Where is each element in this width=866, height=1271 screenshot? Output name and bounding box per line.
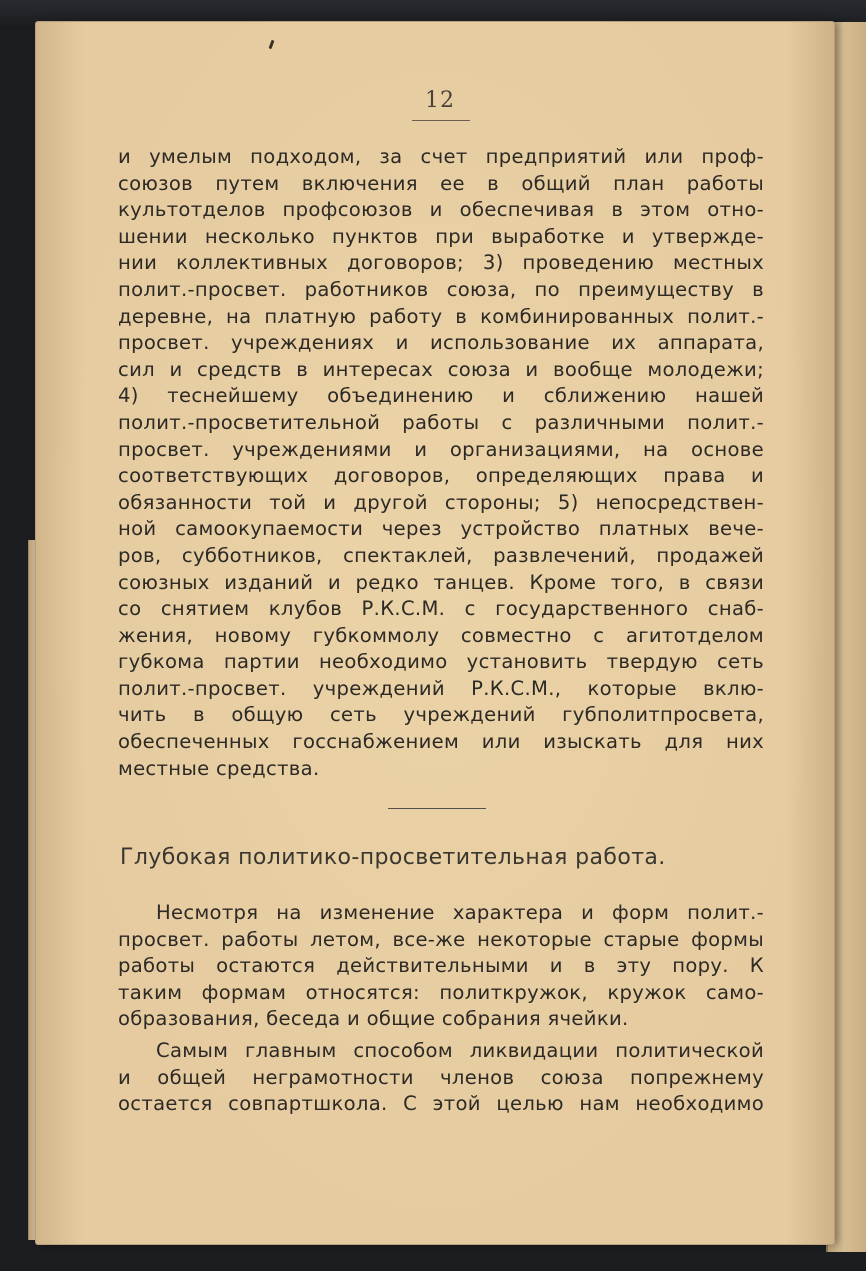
text-line: со снятием клубов Р.К.С.М. с государственного снаб- <box>118 597 764 621</box>
text-line: ной самоокупаемости через устройство платных вече- <box>118 517 764 541</box>
text-line: соответствующих договоров, определяющих права и <box>118 464 764 488</box>
text-line: нии коллективных договоров; 3) проведению местных <box>118 251 764 275</box>
text-line: остается совпартшкола. С этой целью нам необходимо <box>118 1092 764 1116</box>
text-line: полит.-просветительной работы с различными полит.- <box>118 410 764 434</box>
page-number-rule <box>412 120 470 121</box>
text-line: образования, беседа и общие собрания ячейки. <box>118 1007 629 1031</box>
text-line: местные средства. <box>118 756 320 780</box>
text-line: Самым главным способом ликвидации политической <box>156 1039 764 1062</box>
text-line: просвет. учреждениями и организациями, на основе <box>118 437 764 461</box>
page-number: 12 <box>425 88 455 113</box>
text-line: просвет. работы летом, все-же некоторые старые формы <box>118 927 764 951</box>
paragraph-3 <box>118 1038 764 1118</box>
text-line: просвет. учреждениях и использование их аппарата, <box>118 331 764 355</box>
text-line: союзов путем включения ее в общий план работы <box>118 171 764 195</box>
text-line: обеспеченных госснабжением или изыскать для них <box>118 730 764 754</box>
text-line: сил и средств в интересах союза и вообще молодежи; <box>118 357 764 381</box>
paragraph-1 <box>118 144 764 782</box>
section-heading: Глубокая политико-просветительная работа. <box>120 845 666 870</box>
text-line: и общей неграмотности членов союза попрежнему <box>118 1065 764 1089</box>
paragraph-2 <box>118 900 764 1033</box>
text-line: 4) теснейшему объединению и сближению нашей <box>118 384 764 408</box>
text-line: шении несколько пунктов при выработке и утвержде- <box>118 224 764 248</box>
text-line: полит.-просвет. учреждений Р.К.С.М., которые вклю- <box>118 676 764 700</box>
text-line: Несмотря на изменение характера и форм полит.- <box>156 901 764 924</box>
text-line: жения, новому губкоммолу совместно с агитотделом <box>118 623 764 647</box>
text-line: обязанности той и другой стороны; 5) непосредствен- <box>118 490 764 514</box>
text-line: деревне, на платную работу в комбинированных полит.- <box>118 304 764 328</box>
text-line: таким формам относятся: политкружок, кружок само- <box>118 980 764 1004</box>
text-line: губкома партии необходимо установить твердую сеть <box>118 650 764 674</box>
text-line: работы остаются действительными и в эту пору. К <box>118 954 764 978</box>
text-line: культотделов профсоюзов и обеспечивая в этом отно- <box>118 198 764 222</box>
text-line: союзных изданий и редко танцев. Кроме того, в связи <box>118 570 764 594</box>
section-divider <box>388 808 486 809</box>
text-line: и умелым подходом, за счет предприятий или проф- <box>118 145 764 168</box>
text-line: полит.-просвет. работников союза, по преимуществу в <box>118 277 764 301</box>
text-line: ров, субботников, спектаклей, развлечений, продажей <box>118 543 764 567</box>
text-line: чить в общую сеть учреждений губполитпросвета, <box>118 703 764 727</box>
